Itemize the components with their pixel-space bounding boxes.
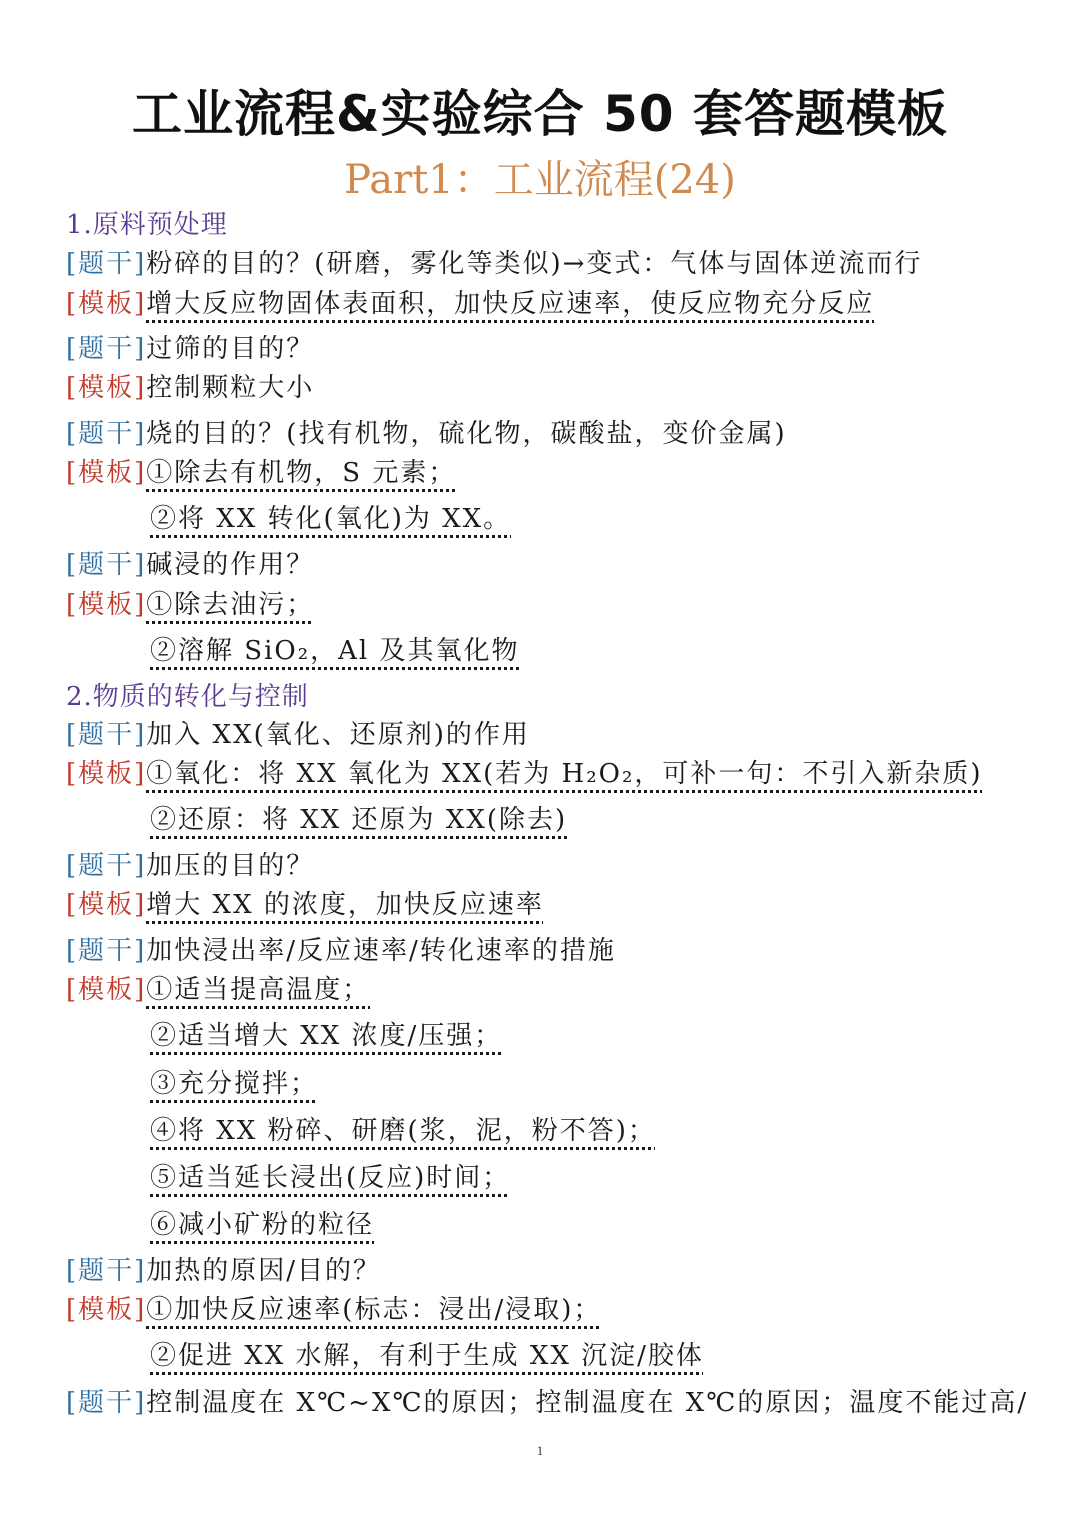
template-line	[66, 753, 983, 790]
template-continuation	[150, 498, 511, 535]
section-heading-2: 2.物质的转化与控制	[66, 682, 309, 712]
template-tag: [模板]	[66, 759, 147, 789]
template-tag: [模板]	[66, 975, 147, 1005]
template-continuation	[150, 1063, 318, 1100]
template-tag: [模板]	[66, 1295, 147, 1325]
question-line	[66, 1382, 1028, 1419]
template-tag: [模板]	[66, 590, 147, 620]
question-line	[66, 845, 314, 882]
template-text: ④将 XX 粉碎、研磨(浆，泥，粉不答)；	[150, 1116, 656, 1146]
question-text: 加热的原因/目的？	[146, 1256, 382, 1286]
question-text: 加入 XX(氧化、还原剂)的作用	[146, 720, 530, 750]
template-continuation	[150, 1335, 704, 1372]
question-tag: [题干]	[66, 419, 147, 449]
question-line	[66, 243, 922, 280]
question-tag: [题干]	[66, 851, 147, 881]
template-line	[66, 283, 874, 320]
question-line	[66, 413, 787, 450]
question-line	[66, 328, 314, 365]
question-line	[66, 1250, 381, 1287]
question-text: 烧的目的？(找有机物，硫化物，碳酸盐，变价金属)	[146, 419, 787, 449]
template-continuation	[150, 1157, 510, 1194]
template-text: ②溶解 SiO₂，Al 及其氧化物	[150, 636, 520, 666]
question-tag: [题干]	[66, 1388, 147, 1418]
template-text: ②促进 XX 水解，有利于生成 XX 沉淀/胶体	[150, 1341, 704, 1371]
part-subtitle: Part1：工业流程(24)	[344, 157, 736, 203]
template-text: ①氧化：将 XX 氧化为 XX(若为 H₂O₂，可补一句：不引入新杂质)	[146, 759, 983, 789]
question-tag: [题干]	[66, 720, 147, 750]
template-text: ②将 XX 转化(氧化)为 XX。	[150, 504, 512, 534]
question-tag: [题干]	[66, 334, 147, 364]
section-heading-1: 1.原料预处理	[66, 210, 228, 240]
template-continuation	[150, 1204, 374, 1241]
template-text: ①适当提高温度；	[146, 975, 371, 1005]
template-line	[66, 884, 544, 921]
template-text: ①除去有机物，S 元素；	[146, 458, 457, 488]
template-line	[66, 1289, 601, 1326]
template-line	[66, 367, 314, 404]
question-text: 过筛的目的？	[146, 334, 315, 364]
template-text: ③充分搅拌；	[150, 1069, 319, 1099]
template-continuation	[150, 1110, 656, 1147]
question-line	[66, 544, 314, 581]
template-continuation	[150, 630, 520, 667]
question-text: 粉碎的目的？(研磨，雾化等类似)→变式：气体与固体逆流而行	[146, 249, 923, 279]
template-continuation	[150, 1015, 502, 1052]
page-title: 工业流程&实验综合 50 套答题模板	[132, 85, 948, 143]
question-text: 加压的目的？	[146, 851, 315, 881]
question-tag: [题干]	[66, 1256, 147, 1286]
template-line	[66, 969, 370, 1006]
template-text: ①加快反应速率(标志：浸出/浸取)；	[146, 1295, 602, 1325]
template-tag: [模板]	[66, 458, 147, 488]
question-text: 碱浸的作用？	[146, 550, 315, 580]
template-continuation	[150, 799, 567, 836]
template-line	[66, 452, 456, 489]
question-line	[66, 930, 616, 967]
template-text: 控制颗粒大小	[146, 373, 315, 403]
template-line	[66, 584, 314, 621]
template-text: ⑤适当延长浸出(反应)时间；	[150, 1163, 511, 1193]
question-tag: [题干]	[66, 550, 147, 580]
template-text: ②还原：将 XX 还原为 XX(除去)	[150, 805, 568, 835]
question-tag: [题干]	[66, 936, 147, 966]
template-tag: [模板]	[66, 289, 147, 319]
template-text: ①除去油污；	[146, 590, 315, 620]
template-tag: [模板]	[66, 890, 147, 920]
question-line	[66, 714, 530, 751]
template-text: ②适当增大 XX 浓度/压强；	[150, 1021, 503, 1051]
question-text: 加快浸出率/反应速率/转化速率的措施	[146, 936, 616, 966]
template-text: ⑥减小矿粉的粒径	[150, 1210, 375, 1240]
template-text: 增大反应物固体表面积，加快反应速率，使反应物充分反应	[146, 289, 875, 319]
template-text: 增大 XX 的浓度，加快反应速率	[146, 890, 544, 920]
template-tag: [模板]	[66, 373, 147, 403]
page-number: 1	[536, 1443, 544, 1458]
question-tag: [题干]	[66, 249, 147, 279]
question-text: 控制温度在 X℃~X℃的原因；控制温度在 X℃的原因；温度不能过高/	[146, 1388, 1029, 1418]
